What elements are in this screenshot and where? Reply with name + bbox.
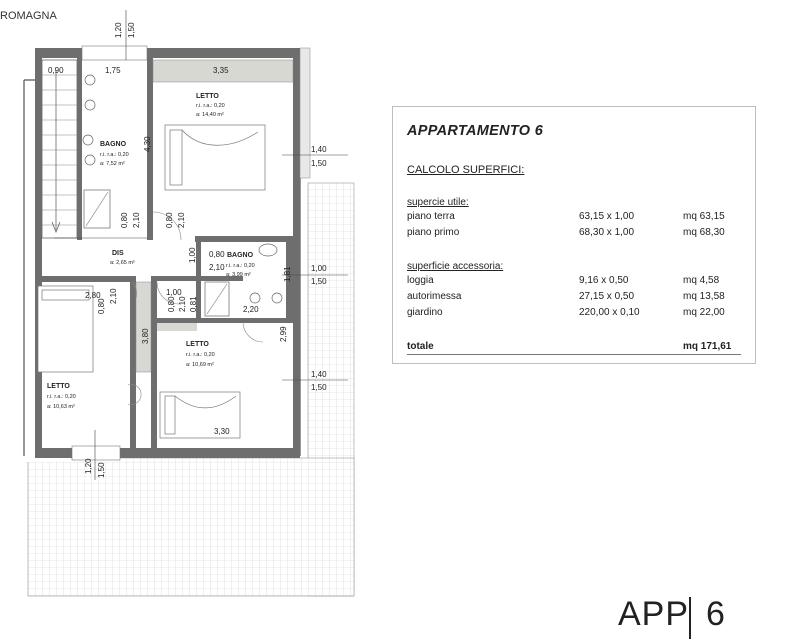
surface-calculation-panel bbox=[392, 106, 756, 364]
dim-210d: 2,10 bbox=[109, 288, 118, 304]
row-value: mq 13,58 bbox=[683, 291, 725, 302]
accessoria-heading: superficie accessoria: bbox=[407, 261, 504, 272]
garden-bottom bbox=[28, 458, 354, 596]
room-letto-1-area: a: 14,40 m² bbox=[196, 112, 224, 118]
dim-090: 0,90 bbox=[48, 66, 64, 75]
dim-380: 3,80 bbox=[141, 328, 150, 344]
corner-label: ROMAGNA bbox=[0, 10, 57, 22]
dim-210b: 2,10 bbox=[177, 212, 186, 228]
room-bagno-2-area: a: 3,99 m² bbox=[226, 272, 251, 278]
dim-299: 2,99 bbox=[279, 326, 288, 342]
total-row bbox=[407, 341, 741, 355]
row-calc: 220,00 x 0,10 bbox=[579, 307, 640, 318]
dim-330: 3,30 bbox=[214, 427, 230, 436]
dim-b150: 1,50 bbox=[97, 462, 106, 478]
row-value: mq 68,30 bbox=[683, 227, 725, 238]
row-label: piano primo bbox=[407, 227, 460, 238]
dim-210e: 2,10 bbox=[178, 296, 187, 312]
utile-row bbox=[407, 211, 741, 225]
dim-081: 0,81 bbox=[189, 296, 198, 312]
accessoria-row bbox=[407, 275, 741, 289]
dim-220: 2,20 bbox=[243, 305, 259, 314]
dim-080c: 0,80 bbox=[209, 250, 225, 259]
room-bagno-2-name: BAGNO bbox=[227, 252, 254, 259]
row-label: autorimessa bbox=[407, 291, 462, 302]
badge-prefix: APP bbox=[618, 595, 690, 633]
dim-175: 1,75 bbox=[105, 66, 121, 75]
room-bagno-1-ri: r.i. r.a.: 0,20 bbox=[100, 152, 129, 158]
utile-row bbox=[407, 227, 741, 241]
badge-separator bbox=[689, 597, 691, 639]
row-calc: 27,15 x 0,50 bbox=[579, 291, 635, 302]
accessoria-row bbox=[407, 307, 741, 321]
total-label: totale bbox=[407, 341, 434, 352]
panel-subtitle: CALCOLO SUPERFICI: bbox=[407, 164, 525, 176]
utile-heading: supercie utile: bbox=[407, 197, 469, 208]
dim-top-150: 1,50 bbox=[127, 22, 136, 38]
row-value: mq 22,00 bbox=[683, 307, 725, 318]
total-value: mq 171,61 bbox=[683, 341, 732, 352]
dim-r150c: 1,50 bbox=[311, 383, 327, 392]
room-letto-1-ri: r.i. r.a.: 0,20 bbox=[196, 103, 225, 109]
dim-280: 2,80 bbox=[85, 291, 101, 300]
dim-top-120: 1,20 bbox=[114, 22, 123, 38]
room-bagno-2-ri: r.i. r.a.: 0,20 bbox=[226, 263, 255, 269]
room-dis-name: DIS bbox=[112, 250, 124, 257]
room-dis-area: a: 2,65 m² bbox=[110, 260, 135, 266]
room-letto-2-name: LETTO bbox=[186, 341, 209, 348]
row-label: loggia bbox=[407, 275, 434, 286]
row-label: giardino bbox=[407, 307, 443, 318]
apartment-badge bbox=[618, 595, 726, 639]
row-calc: 63,15 x 1,00 bbox=[579, 211, 635, 222]
room-letto-2-ri: r.i. r.a.: 0,20 bbox=[186, 352, 215, 358]
dim-080b: 0,80 bbox=[165, 212, 174, 228]
dim-r140a: 1,40 bbox=[311, 145, 327, 154]
dim-080a: 0,80 bbox=[120, 212, 129, 228]
dim-100b: 1,00 bbox=[166, 288, 182, 297]
stair bbox=[42, 60, 77, 238]
row-calc: 68,30 x 1,00 bbox=[579, 227, 635, 238]
floor-plan bbox=[0, 0, 390, 641]
dim-210c: 2,10 bbox=[209, 263, 225, 272]
badge-number: 6 bbox=[706, 595, 726, 633]
dim-r100: 1,00 bbox=[311, 264, 327, 273]
room-letto-3-area: a: 10,63 m² bbox=[47, 404, 75, 410]
dim-r140c: 1,40 bbox=[311, 370, 327, 379]
room-letto-3-ri: r.i. r.a.: 0,20 bbox=[47, 394, 76, 400]
accessoria-row bbox=[407, 291, 741, 305]
dim-210a: 2,10 bbox=[132, 212, 141, 228]
bed-1 bbox=[165, 125, 265, 190]
room-letto-1-name: LETTO bbox=[196, 93, 219, 100]
row-value: mq 4,58 bbox=[683, 275, 720, 286]
dim-080e: 0,80 bbox=[167, 296, 176, 312]
room-bagno-1-name: BAGNO bbox=[100, 141, 127, 148]
total-underline bbox=[407, 354, 741, 355]
row-value: mq 63,15 bbox=[683, 211, 725, 222]
dim-335: 3,35 bbox=[213, 66, 229, 75]
dim-100a: 1,00 bbox=[188, 247, 197, 263]
dim-r150a: 1,50 bbox=[311, 159, 327, 168]
room-letto-2-area: a: 10,69 m² bbox=[186, 362, 214, 368]
dim-r150b: 1,50 bbox=[311, 277, 327, 286]
dim-080d: 0,80 bbox=[97, 298, 106, 314]
row-label: piano terra bbox=[407, 211, 455, 222]
panel-title: APPARTAMENTO 6 bbox=[407, 123, 544, 139]
dim-430: 4,30 bbox=[143, 136, 152, 152]
dim-181: 1,81 bbox=[283, 266, 292, 282]
room-letto-3-name: LETTO bbox=[47, 383, 70, 390]
room-bagno-1-area: a: 7,52 m² bbox=[100, 161, 125, 167]
row-calc: 9,16 x 0,50 bbox=[579, 275, 629, 286]
dim-b120: 1,20 bbox=[84, 458, 93, 474]
